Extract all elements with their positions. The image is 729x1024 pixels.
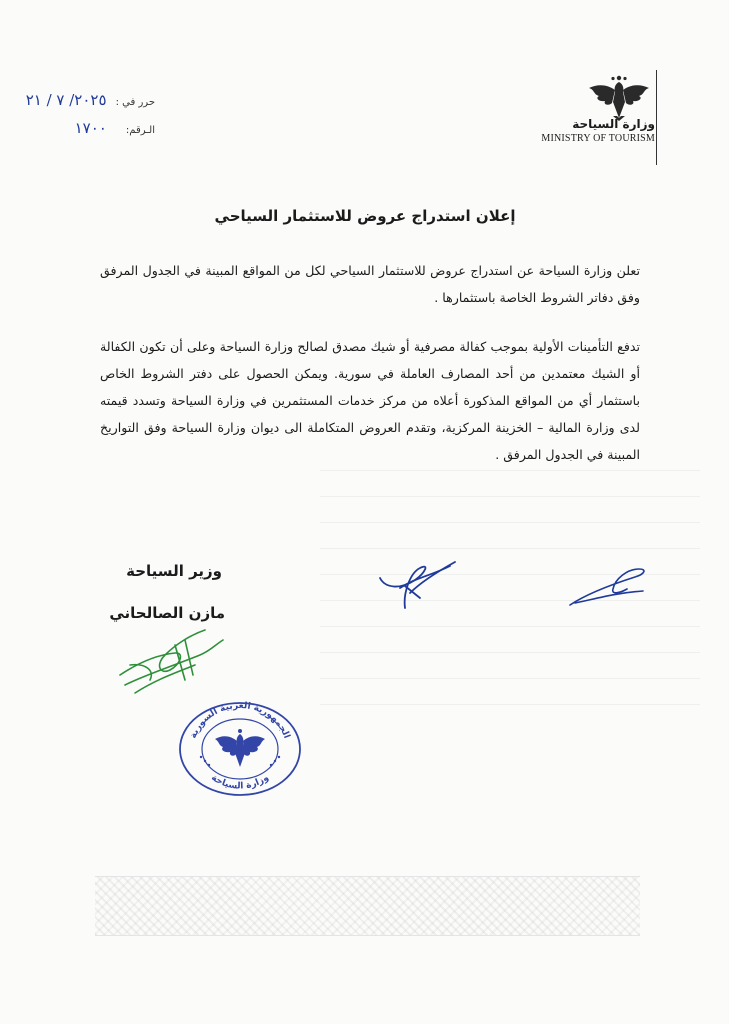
announcement-title: إعلان استدراج عروض للاستثمار السياحي (214, 207, 516, 225)
date-label: حرر في : (115, 97, 155, 108)
signature-middle (375, 558, 460, 613)
date-row (26, 90, 155, 110)
letterhead-divider (656, 70, 657, 165)
signature-left (565, 565, 650, 610)
signatory-title: وزير السياحة (126, 562, 222, 580)
stamp-bottom-text: وزارة السياحة (209, 772, 271, 792)
date-value: ٢٠٢٥/ ٧ / ٢١ (25, 91, 107, 109)
eagle-emblem-icon (585, 72, 653, 122)
stamp-eagle-icon (200, 729, 280, 767)
body-paragraph-2: تدفع التأمينات الأولية بموجب كفالة مصرفية أو شيك مصدق لصالح وزارة السياحة وعلى أن تكون الكفالة أو الشيك معتمدين من أحد المصارف العاملة في سورية. ويمكن الحصول على دفتر الشروط الخاص باستثمار أي من المواقع المذكورة أعلاه من مركز خدمات المستثمرين في وزارة السياحة وتسدد قيمته لدى وزارة المالية – الخزينة المركزية، وتقدم العروض المتكاملة الى ديوان وزارة السياحة وفق التواريخ المبينة في الجدول المرفق . (100, 339, 640, 462)
body-paragraph-1: تعلن وزارة السياحة عن استدراج عروض للاستثمار السياحي لكل من المواقع المبينة في الجدول المرفق وفق دفاتر الشروط الخاصة باستثمارها . (100, 263, 640, 305)
signature-green (115, 625, 230, 700)
security-pattern-band (95, 876, 640, 936)
stamp-top-text: الجمهورية العربية السورية (188, 700, 292, 740)
svg-text:وزارة السياحة (209, 773, 271, 792)
reference-value: ١٧٠٠ (74, 119, 107, 137)
ministry-name-arabic: وزارة السياحة (572, 117, 655, 131)
ministry-name-english: MINISTRY OF TOURISM (541, 133, 655, 144)
signatory-name: مازن الصالحاني (109, 604, 225, 622)
reference-label: الـرقم: (125, 125, 155, 136)
official-stamp (175, 697, 305, 797)
reference-row (75, 118, 155, 138)
